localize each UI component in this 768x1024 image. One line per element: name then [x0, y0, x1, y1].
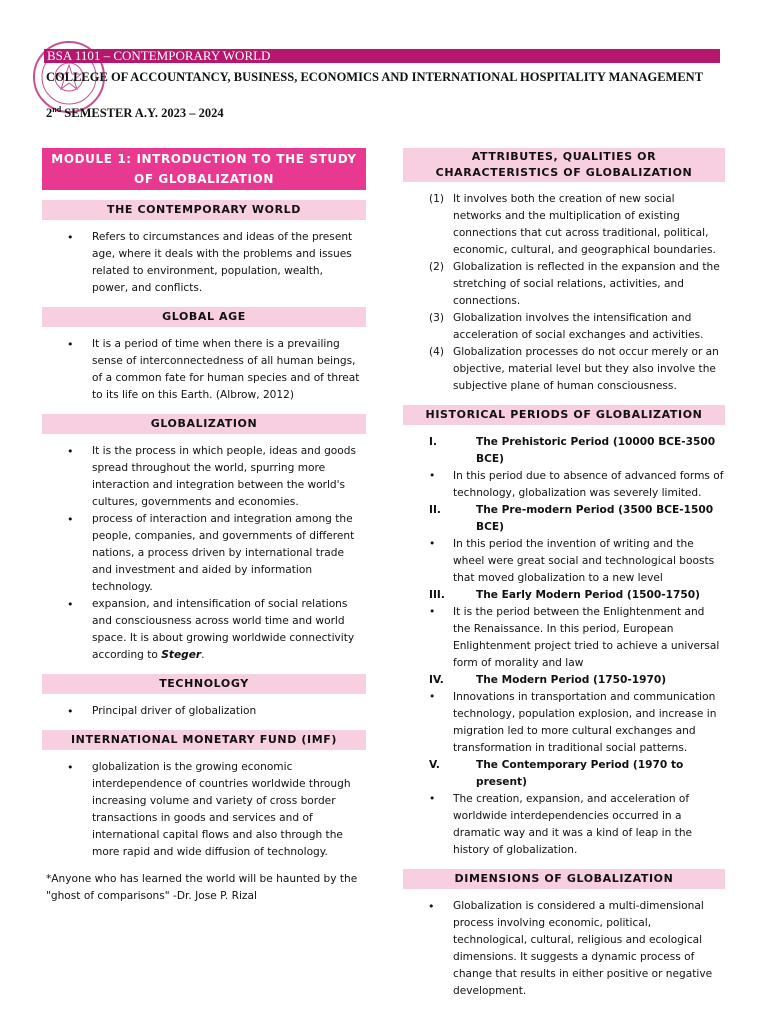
period-description: • In this period the invention of writing and the wheel were great social and technological boosts that moved globalization to a new level	[403, 536, 725, 587]
historical-periods-list	[403, 434, 725, 859]
period-description: • It is the period between the Enlightenment and the Renaissance. In this period, European Enlightenment project tried to achieve a universal form of morality and law	[403, 604, 725, 672]
period-title: V. The Contemporary Period (1970 to present)	[429, 759, 684, 788]
period-title: I. The Prehistoric Period (10000 BCE-3500 BCE)	[429, 436, 716, 465]
list-item: • process of interaction and integration among the people, companies, and governments of different nations, a process driven by international trade and investment and aided by information technology.	[42, 511, 366, 596]
list-item: • It is a period of time when there is a prevailing sense of interconnectedness of all human beings, of a common fate for human species and of threat to its life on this Earth. (Albrow, 2012)	[42, 336, 366, 404]
list-item: • Refers to circumstances and ideas of the present age, where it deals with the problems and issues related to environment, population, wealth, power, and conflicts.	[42, 229, 366, 297]
global-age-list	[42, 336, 366, 404]
left-column	[42, 148, 366, 905]
list-item: • Principal driver of globalization	[42, 703, 366, 720]
list-item: • expansion, and intensification of social relations and consciousness across world time and world space. It is about growing worldwide connectivity according to Steger.	[42, 596, 366, 664]
list-item: (2) Globalization is reflected in the expansion and the stretching of social relations, activities, and connections.	[429, 261, 720, 307]
section-heading-historical-periods: HISTORICAL PERIODS OF GLOBALIZATION	[403, 405, 725, 425]
list-item: • Globalization is considered a multi-dimensional process involving economic, political, technological, cultural, religious and ecological dimensions. It suggests a dynamic process of change that results in either positive or negative development.	[403, 898, 725, 1000]
section-heading-technology: TECHNOLOGY	[42, 674, 366, 694]
college-name: COLLEGE OF ACCOUNTANCY, BUSINESS, ECONOMICS AND INTERNATIONAL HOSPITALITY MANAGEMENT	[46, 70, 704, 84]
contemporary-world-list	[42, 229, 366, 297]
period-description: • The creation, expansion, and acceleration of worldwide interdependencies occurred in a dramatic way and it was a kind of leap in the history of globalization.	[403, 791, 725, 859]
list-item: • globalization is the growing economic interdependence of countries worldwide through increasing volume and variety of cross border transactions in goods and services and of international capital flows and also through the more rapid and wide diffusion of technology.	[42, 759, 366, 861]
module-title: MODULE 1: INTRODUCTION TO THE STUDY OF GLOBALIZATION	[42, 148, 366, 190]
imf-list	[42, 759, 366, 861]
section-heading-global-age: GLOBAL AGE	[42, 307, 366, 327]
list-item: • It is the process in which people, ideas and goods spread throughout the world, spurring more interaction and integration between the world's cultures, governments and economies.	[42, 443, 366, 511]
steger-emphasis: Steger	[161, 649, 202, 661]
right-column	[403, 148, 725, 1010]
rizal-quote: *Anyone who has learned the world will be haunted by the "ghost of comparisons" -Dr. Jose P. Rizal	[46, 873, 358, 902]
document-header	[0, 0, 768, 130]
period-description: • In this period due to absence of advanced forms of technology, globalization was severely limited.	[403, 468, 725, 502]
list-item: (1) It involves both the creation of new social networks and the multiplication of existing connections that cut across traditional, political, economic, cultural, and geographical boundaries.	[429, 193, 716, 256]
course-title-banner: BSA 1101 – CONTEMPORARY WORLD	[44, 49, 720, 63]
period-description: • Innovations in transportation and communication technology, population explosion, and increase in migration led to more cultural exchanges and transformation in traditional social patterns.	[403, 689, 725, 757]
period-title: IV. The Modern Period (1750-1970)	[429, 674, 667, 686]
dimensions-list	[403, 898, 725, 1000]
semester-line: 2nd SEMESTER A.Y. 2023 – 2024	[46, 105, 224, 121]
period-title: II. The Pre-modern Period (3500 BCE-1500 BCE)	[429, 504, 714, 533]
period-title: III. The Early Modern Period (1500-1750)	[429, 589, 700, 601]
section-heading-imf: INTERNATIONAL MONETARY FUND (IMF)	[42, 730, 366, 750]
technology-list	[42, 703, 366, 720]
section-heading-globalization: GLOBALIZATION	[42, 414, 366, 434]
section-heading-attributes: ATTRIBUTES, QUALITIES OR CHARACTERISTICS OF GLOBALIZATION	[403, 148, 725, 182]
section-heading-dimensions: DIMENSIONS OF GLOBALIZATION	[403, 869, 725, 889]
globalization-list	[42, 443, 366, 664]
attributes-list	[403, 191, 725, 395]
section-heading-contemporary-world: THE CONTEMPORARY WORLD	[42, 200, 366, 220]
list-item: (4) Globalization processes do not occur merely or an objective, material level but they also involve the subjective plane of human consciousness.	[429, 346, 719, 392]
list-item: (3) Globalization involves the intensification and acceleration of social exchanges and activities.	[429, 312, 704, 341]
